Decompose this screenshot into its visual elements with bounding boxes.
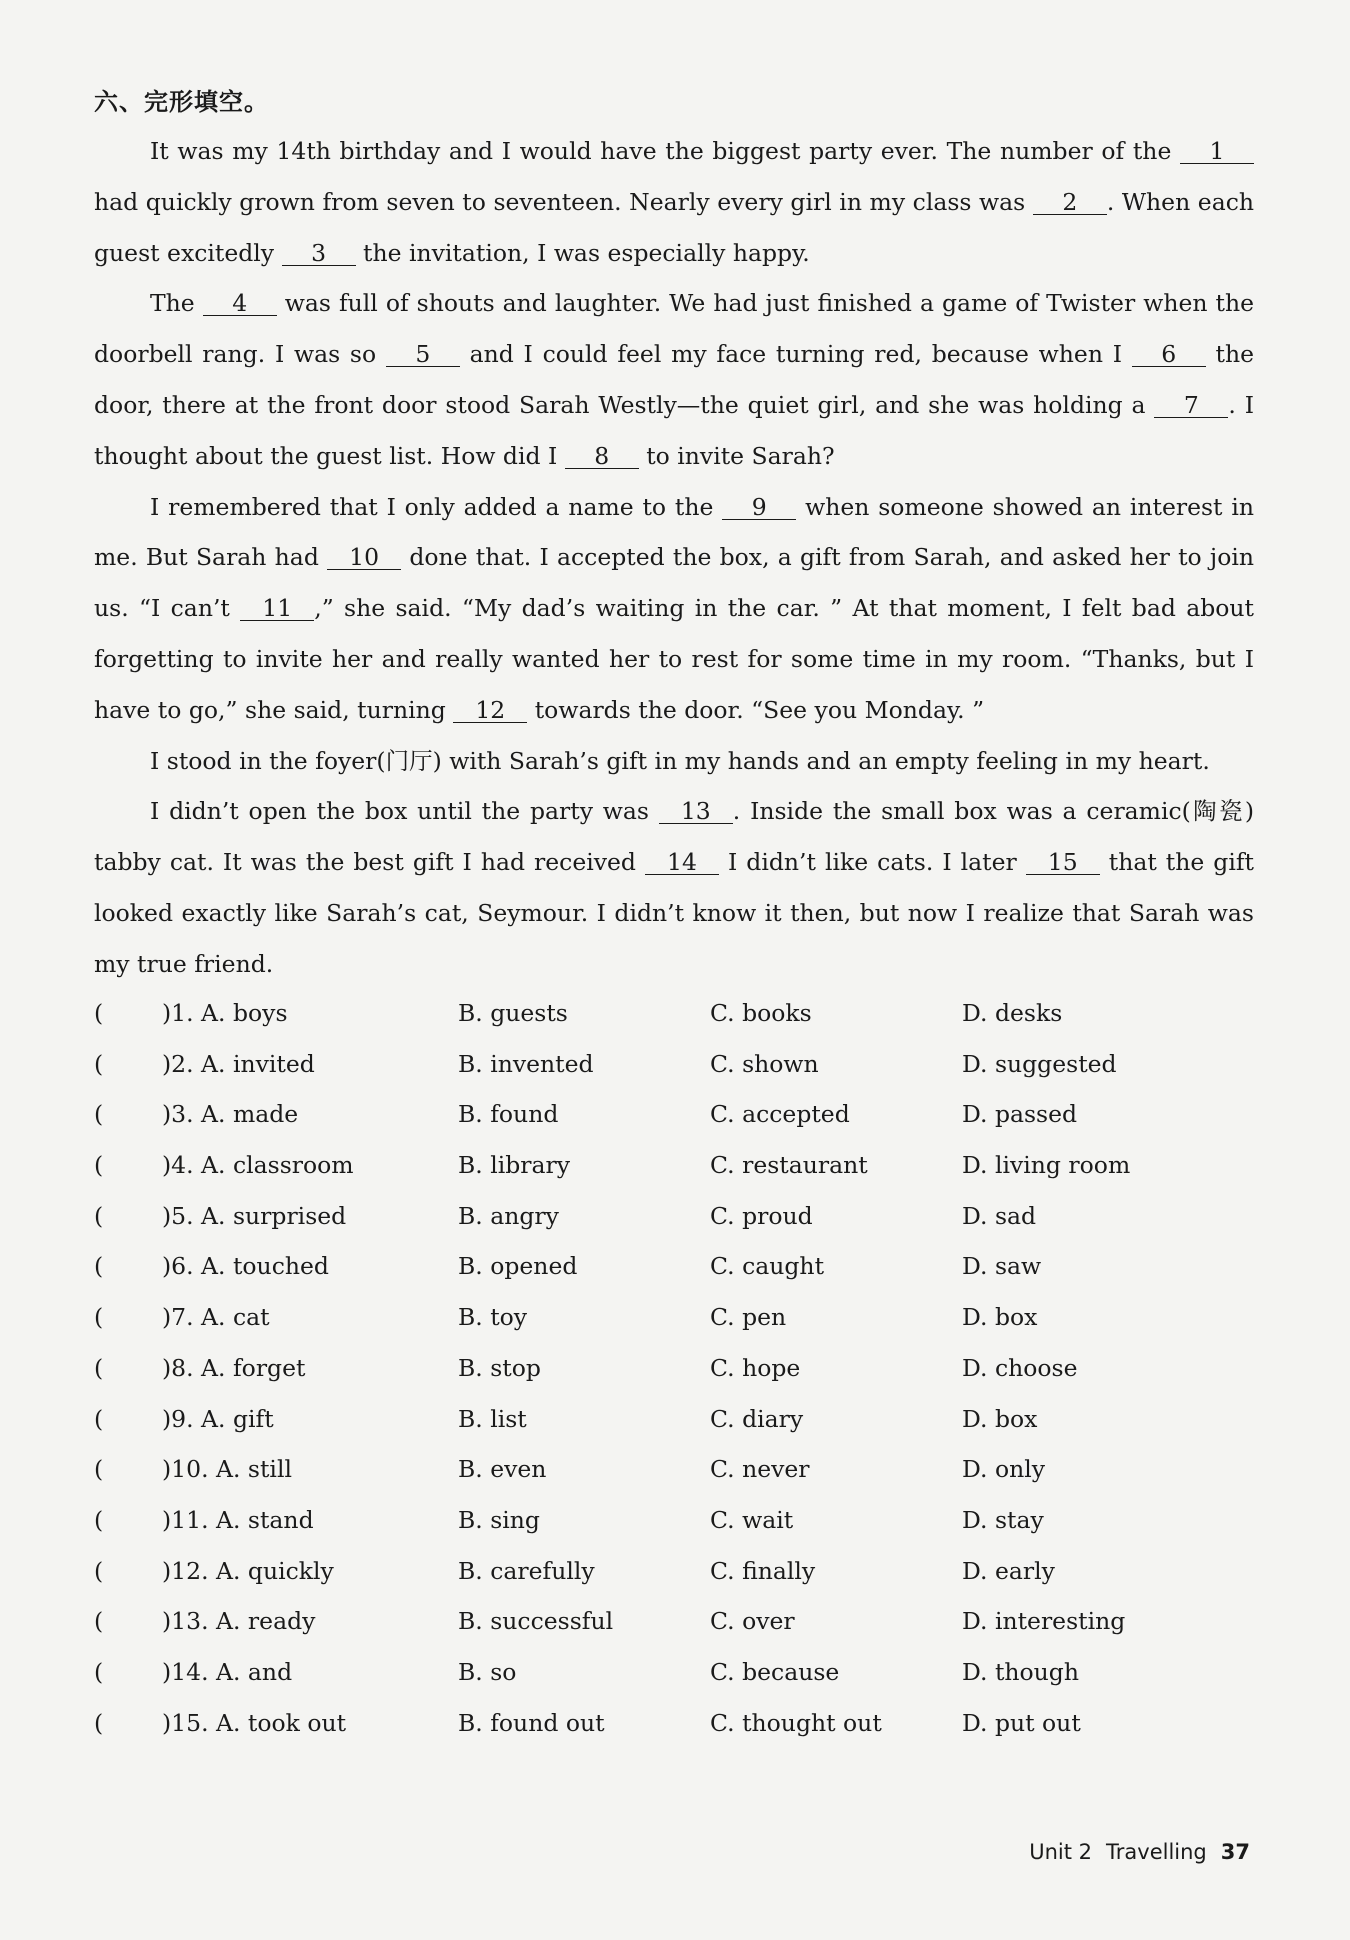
option-d: D. choose: [962, 1353, 1078, 1382]
option-c: C. thought out: [710, 1708, 882, 1737]
text: . Inside the small box was a ceramic(陶瓷) tabby cat. It was the best gift I had received: [94, 797, 1254, 877]
option-d: D. saw: [962, 1252, 1042, 1281]
answer-paren: (: [94, 1049, 104, 1078]
question-row: [94, 1241, 1254, 1292]
text: when someone showed an interest in me. But Sarah had: [94, 492, 1254, 572]
option-c: C. diary: [710, 1404, 804, 1433]
answer-paren: (: [94, 1505, 104, 1534]
blank-4: 4: [203, 291, 277, 316]
text: had quickly grown from seven to seventeen. Nearly every girl in my class was: [94, 187, 1033, 216]
blank-15: 15: [1026, 850, 1100, 875]
text: and I could feel my face turning red, because when I: [459, 340, 1132, 369]
text: I remembered that I only added a name to the: [150, 492, 723, 521]
option-c: C. never: [710, 1455, 810, 1484]
option-c: C. hope: [710, 1353, 801, 1382]
option-b: B. successful: [458, 1607, 614, 1636]
question-row: [94, 988, 1254, 1039]
option-c: C. because: [710, 1657, 840, 1686]
question-option-a: )11. A. stand: [162, 1505, 314, 1534]
blank-5: 5: [386, 342, 460, 367]
question-row: [94, 1089, 1254, 1140]
blank-11: 11: [240, 596, 314, 621]
option-b: B. guests: [458, 999, 568, 1027]
text: I didn’t like cats. I later: [719, 848, 1026, 877]
answer-paren: (: [94, 1708, 104, 1737]
option-d: D. passed: [962, 1100, 1078, 1129]
question-row: [94, 1495, 1254, 1546]
question-option-a: )15. A. took out: [162, 1708, 347, 1737]
paragraph-3: [94, 482, 1254, 736]
question-option-a: )14. A. and: [162, 1657, 293, 1686]
blank-3: 3: [282, 241, 356, 266]
section-heading: 六、完形填空。: [94, 88, 269, 116]
blank-14: 14: [645, 850, 719, 875]
answer-paren: (: [94, 999, 104, 1027]
text: ,” she said. “My dad’s waiting in the car. ” At that moment, I felt bad about forgetting to invite her and really wanted her to rest for some time in my room. “Thanks, but I have to go,” she said, turning: [94, 594, 1255, 724]
option-c: C. over: [710, 1607, 795, 1636]
text: the door, there at the front door stood Sarah Westly—the quiet girl, and she was holding a: [94, 340, 1254, 419]
answer-paren: (: [94, 1455, 104, 1484]
option-c: C. proud: [710, 1201, 813, 1230]
option-d: D. stay: [962, 1505, 1044, 1534]
option-c: C. wait: [710, 1505, 794, 1534]
page-number: 37: [1220, 1840, 1250, 1864]
option-b: B. so: [458, 1657, 517, 1686]
option-b: B. found out: [458, 1708, 605, 1737]
option-d: D. early: [962, 1556, 1055, 1585]
option-c: C. accepted: [710, 1100, 850, 1129]
option-c: C. books: [710, 999, 812, 1027]
option-b: B. carefully: [458, 1556, 595, 1585]
option-d: D. put out: [962, 1708, 1081, 1737]
blank-12: 12: [453, 698, 527, 723]
option-b: B. invented: [458, 1049, 594, 1078]
unit-title: Travelling: [1106, 1840, 1207, 1864]
text: It was my 14th birthday and I would have the biggest party ever. The number of the: [150, 137, 1180, 165]
option-b: B. opened: [458, 1252, 578, 1281]
option-b: B. sing: [458, 1505, 540, 1534]
text: was full of shouts and laughter. We had just finished a game of Twister when the doorbell rang. I was so: [94, 289, 1254, 369]
question-row: [94, 1444, 1254, 1495]
cloze-passage: [94, 126, 1254, 990]
question-option-a: )1. A. boys: [162, 999, 288, 1027]
answer-paren: (: [94, 1556, 104, 1585]
option-d: D. living room: [962, 1151, 1131, 1180]
text: done that. I accepted the box, a gift from Sarah, and asked her to join us. “I can’t: [94, 543, 1254, 623]
text: that the gift looked exactly like Sarah’s cat, Seymour. I didn’t know it then, but now I realize that Sarah was my true friend.: [94, 848, 1254, 978]
option-d: D. desks: [962, 999, 1063, 1027]
paragraph-2: [94, 278, 1254, 481]
text: . I thought about the guest list. How did I: [94, 390, 1254, 470]
answer-paren: (: [94, 1607, 104, 1636]
question-option-a: )8. A. forget: [162, 1353, 306, 1382]
blank-1: 1: [1180, 139, 1254, 164]
question-option-a: )10. A. still: [162, 1455, 292, 1484]
answer-paren: (: [94, 1353, 104, 1382]
question-row: [94, 1698, 1254, 1749]
text: The: [150, 289, 203, 318]
option-b: B. even: [458, 1455, 547, 1484]
paragraph-1: [94, 126, 1254, 278]
option-d: D. interesting: [962, 1607, 1126, 1636]
option-d: D. box: [962, 1404, 1038, 1433]
question-row: [94, 1343, 1254, 1394]
question-row: [94, 1546, 1254, 1597]
question-option-a: )6. A. touched: [162, 1252, 329, 1281]
option-d: D. only: [962, 1455, 1046, 1484]
question-row: [94, 1292, 1254, 1343]
question-row: [94, 1596, 1254, 1647]
text: towards the door. “See you Monday. ”: [527, 695, 985, 724]
option-d: D. suggested: [962, 1049, 1117, 1078]
option-c: C. restaurant: [710, 1151, 868, 1180]
question-option-a: )4. A. classroom: [162, 1151, 354, 1180]
blank-10: 10: [327, 545, 401, 570]
text: . When each guest excitedly: [94, 187, 1254, 267]
question-option-a: )3. A. made: [162, 1100, 299, 1129]
option-c: C. finally: [710, 1556, 816, 1585]
option-d: D. sad: [962, 1201, 1037, 1230]
blank-2: 2: [1033, 190, 1107, 215]
text: the invitation, I was especially happy.: [355, 238, 810, 267]
text: I didn’t open the box until the party was: [150, 797, 659, 826]
question-row: [94, 1647, 1254, 1698]
option-b: B. toy: [458, 1303, 528, 1332]
answer-paren: (: [94, 1100, 104, 1129]
question-option-a: )12. A. quickly: [162, 1556, 334, 1585]
text: to invite Sarah?: [638, 441, 835, 470]
blank-8: 8: [565, 444, 639, 469]
blank-6: 6: [1132, 342, 1206, 367]
option-b: B. stop: [458, 1353, 541, 1382]
question-option-a: )13. A. ready: [162, 1607, 316, 1636]
option-c: C. caught: [710, 1252, 825, 1281]
question-row: [94, 1039, 1254, 1090]
answer-paren: (: [94, 1657, 104, 1686]
option-b: B. angry: [458, 1201, 559, 1230]
answer-paren: (: [94, 1303, 104, 1332]
option-d: D. though: [962, 1657, 1079, 1686]
question-option-a: )9. A. gift: [162, 1404, 274, 1433]
paragraph-5: [94, 786, 1254, 989]
question-option-a: )2. A. invited: [162, 1049, 315, 1078]
option-d: D. box: [962, 1303, 1038, 1332]
option-b: B. library: [458, 1151, 571, 1180]
question-row: [94, 1394, 1254, 1445]
blank-13: 13: [659, 799, 733, 824]
option-c: C. shown: [710, 1049, 819, 1078]
blank-7: 7: [1154, 393, 1228, 418]
question-option-a: )5. A. surprised: [162, 1201, 347, 1230]
question-option-a: )7. A. cat: [162, 1303, 270, 1332]
unit-label: Unit 2: [1029, 1840, 1093, 1864]
option-c: C. pen: [710, 1303, 787, 1332]
answer-options: [94, 988, 1254, 1748]
question-row: [94, 1140, 1254, 1191]
blank-9: 9: [722, 495, 796, 520]
option-b: B. found: [458, 1100, 559, 1129]
page-footer: [1029, 1840, 1250, 1864]
answer-paren: (: [94, 1201, 104, 1230]
answer-paren: (: [94, 1404, 104, 1433]
answer-paren: (: [94, 1151, 104, 1180]
answer-paren: (: [94, 1252, 104, 1281]
option-b: B. list: [458, 1404, 527, 1433]
paragraph-4: I stood in the foyer(门厅) with Sarah’s gift in my hands and an empty feeling in my heart.: [150, 746, 1210, 775]
question-row: [94, 1191, 1254, 1242]
